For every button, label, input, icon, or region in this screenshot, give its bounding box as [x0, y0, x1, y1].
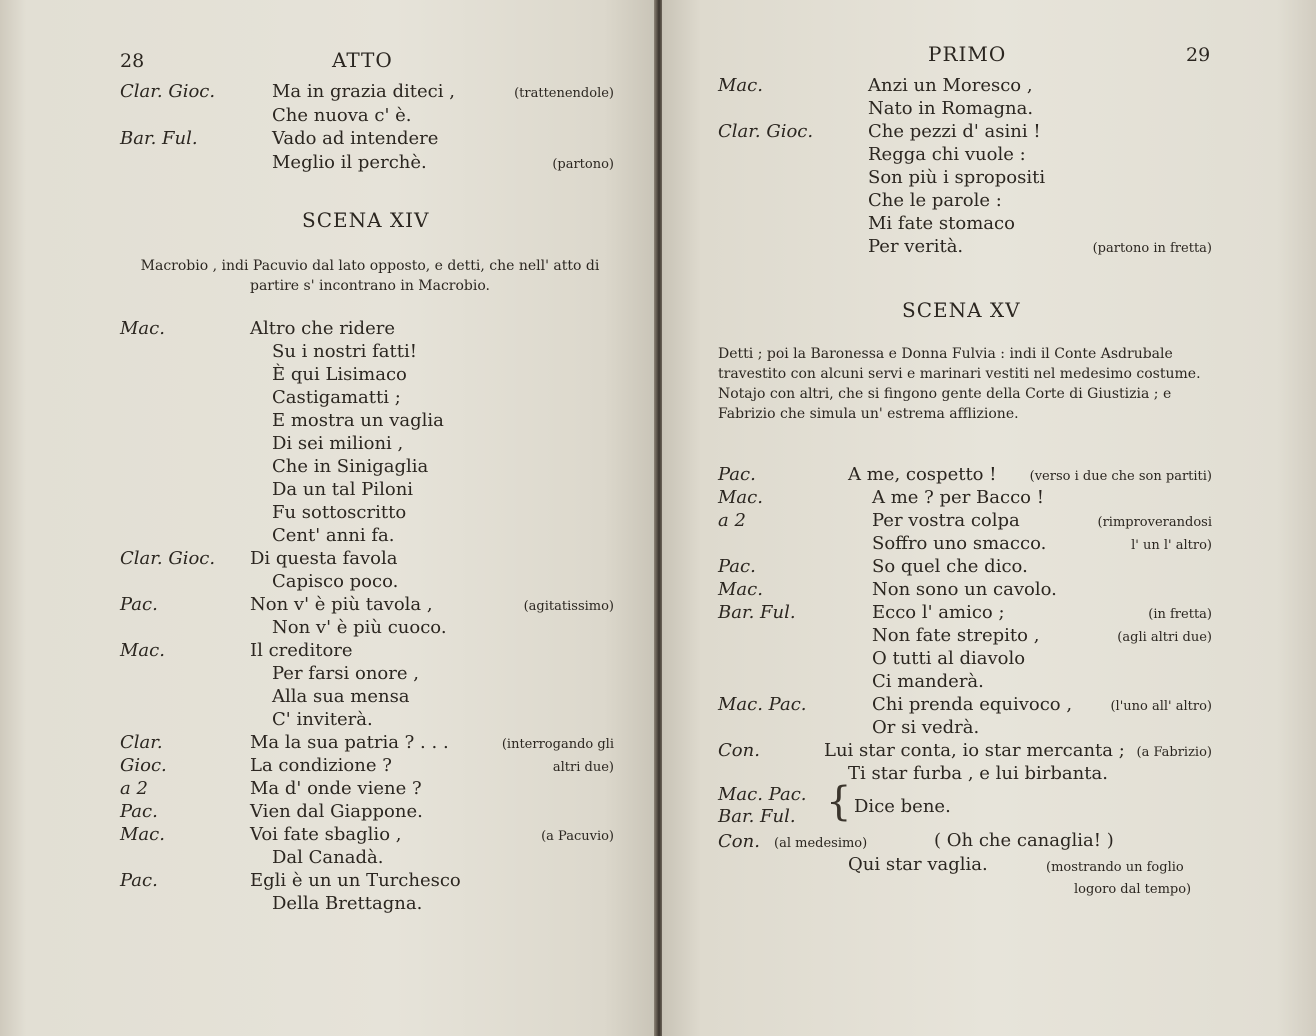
stage-note: (trattenendole) — [514, 86, 614, 101]
verse-line: Non v' è più tavola , — [250, 594, 433, 615]
verse-line: Or si vedrà. — [872, 717, 980, 738]
stage-note: (a Pacuvio) — [541, 829, 614, 844]
stage-note: (a Fabrizio) — [1136, 745, 1212, 760]
verse-line: Ci manderà. — [872, 671, 984, 692]
scene-title: SCENA XIV — [302, 208, 430, 232]
verse-line: Voi fate sbaglio , — [250, 824, 402, 845]
verse-line: Vien dal Giappone. — [250, 801, 423, 822]
speaker: Bar. Ful. — [718, 806, 796, 827]
verse-line: Mi fate stomaco — [868, 213, 1015, 234]
page-number: 29 — [1186, 44, 1211, 66]
stage-note: (al medesimo) — [774, 836, 868, 851]
verse-line: Anzi un Moresco , — [868, 75, 1033, 96]
verse-line: Qui star vaglia. — [848, 854, 988, 875]
verse-line: Regga chi vuole : — [868, 144, 1026, 165]
verse-line: Che in Sinigaglia — [272, 456, 429, 477]
verse-line: Meglio il perchè. — [272, 151, 427, 173]
verse-line: A me ? per Bacco ! — [872, 487, 1044, 508]
stage-note: (agitatissimo) — [523, 599, 614, 614]
stage-note: (rimproverandosi — [1097, 515, 1212, 530]
verse-line: Lui star conta, io star mercanta ; — [824, 740, 1125, 761]
left-page — [0, 0, 656, 1036]
verse-line: Per verità. — [868, 236, 964, 257]
page-number: 28 — [120, 50, 145, 72]
verse-line: Son più i spropositi — [868, 167, 1046, 188]
speaker: Mac. — [718, 487, 763, 508]
verse-line: Che pezzi d' asini ! — [868, 121, 1041, 142]
stage-note: (partono in fretta) — [1092, 241, 1212, 256]
right-page — [662, 0, 1316, 1036]
verse-line: È qui Lisimaco — [272, 364, 407, 385]
verse-line: A me, cospetto ! — [848, 464, 997, 485]
verse-line: Dal Canadà. — [272, 847, 384, 868]
speaker: a 2 — [718, 510, 746, 531]
verse-line: Ecco l' amico ; — [872, 602, 1005, 623]
verse-line: Egli è un un Turchesco — [250, 870, 461, 891]
speaker: Pac. — [718, 556, 756, 577]
verse-line: Dice bene. — [854, 796, 951, 817]
verse-line: Nato in Romagna. — [868, 98, 1034, 119]
speaker: Pac. — [120, 594, 158, 615]
verse-line: La condizione ? — [250, 755, 392, 776]
verse-line: Che nuova c' è. — [272, 104, 412, 126]
stage-note: (mostrando un foglio — [1046, 860, 1184, 875]
verse-line: Vado ad intendere — [272, 128, 439, 149]
speaker: Mac. — [718, 75, 763, 96]
verse-line: Di questa favola — [250, 548, 398, 569]
verse-line: Per farsi onore , — [272, 663, 419, 684]
stage-note: (l'uno all' altro) — [1110, 699, 1212, 714]
verse-line: Fu sottoscritto — [272, 502, 407, 523]
verse-line: Capisco poco. — [272, 571, 399, 592]
verse-line: Della Brettagna. — [272, 893, 423, 914]
verse-line: So quel che dico. — [872, 556, 1028, 577]
running-header: ATTO — [332, 48, 393, 72]
verse-line: Chi prenda equivoco , — [872, 694, 1073, 715]
stage-note: l' un l' altro) — [1131, 538, 1212, 553]
verse-line: Che le parole : — [868, 190, 1002, 211]
stage-note: altri due) — [552, 760, 614, 775]
verse-line: Non sono un cavolo. — [872, 579, 1057, 600]
verse-line: Ti star furba , e lui birbanta. — [848, 763, 1108, 784]
speaker: Clar. Gioc. — [718, 121, 814, 142]
verse-line: Alla sua mensa — [272, 686, 410, 707]
speaker: Clar. Gioc. — [120, 81, 216, 102]
stage-note: logoro dal tempo) — [1074, 882, 1192, 897]
speaker: Bar. Ful. — [718, 602, 796, 623]
verse-line: C' inviterà. — [272, 709, 373, 730]
stage-note: (in fretta) — [1148, 607, 1212, 622]
verse-line: E mostra un vaglia — [272, 410, 444, 431]
speaker: Pac. — [120, 870, 158, 891]
stage-direction: Macrobio , indi Pacuvio dal lato opposto, e detti, che nell' atto di partire s' incontrano in Macrobio. — [140, 258, 600, 294]
verse-line: Da un tal Piloni — [272, 479, 414, 500]
stage-note: (agli altri due) — [1117, 630, 1212, 645]
speaker: Pac. — [718, 464, 756, 485]
speaker: Con. — [718, 740, 760, 761]
verse-line: Ma d' onde viene ? — [250, 778, 422, 799]
verse-line: Ma la sua patria ? . . . — [250, 732, 449, 753]
verse-line: Per vostra colpa — [872, 510, 1020, 531]
speaker: a 2 — [120, 778, 148, 799]
stage-direction: Detti ; poi la Baronessa e Donna Fulvia : indi il Conte Asdrubale travestito con alcuni servi e marinari vestiti nel medesimo costume. Notajo con altri, che si fingono gente della Corte di Giustizia ; e Fabrizio che simula un' estrema afflizione. — [718, 346, 1201, 422]
verse-line: Non v' è più cuoco. — [272, 617, 447, 638]
speaker: Mac. — [718, 579, 763, 600]
stage-note: (verso i due che son partiti) — [1029, 469, 1212, 484]
scene-title: SCENA XV — [902, 298, 1021, 322]
brace-mark: { — [826, 779, 852, 825]
verse-line: Ma in grazia diteci , — [272, 81, 455, 102]
verse-line: Il creditore — [250, 640, 353, 661]
stage-note: (interrogando gli — [501, 737, 614, 752]
speaker: Clar. — [120, 732, 163, 753]
speaker: Gioc. — [120, 755, 167, 776]
speaker: Clar. Gioc. — [120, 548, 216, 569]
verse-line: Non fate strepito , — [872, 625, 1040, 646]
verse-line: Soffro uno smacco. — [872, 533, 1047, 554]
speaker: Pac. — [120, 801, 158, 822]
speaker: Mac. — [120, 640, 165, 661]
verse-line: Cent' anni fa. — [272, 525, 395, 546]
speaker: Mac. Pac. — [718, 784, 807, 805]
speaker: Bar. Ful. — [120, 128, 198, 149]
verse-line: Di sei milioni , — [272, 433, 404, 454]
verse-line: ( Oh che canaglia! ) — [934, 830, 1114, 851]
verse-line: Castigamatti ; — [272, 387, 401, 408]
verse-line: Altro che ridere — [250, 318, 395, 339]
verse-line: Su i nostri fatti! — [272, 341, 417, 362]
speaker: Mac. — [120, 824, 165, 845]
verse-line: O tutti al diavolo — [872, 648, 1026, 669]
speaker: Mac. Pac. — [718, 694, 807, 715]
speaker: Con. — [718, 831, 760, 852]
stage-note: (partono) — [552, 156, 614, 172]
running-header: PRIMO — [928, 42, 1007, 66]
speaker: Mac. — [120, 318, 165, 339]
